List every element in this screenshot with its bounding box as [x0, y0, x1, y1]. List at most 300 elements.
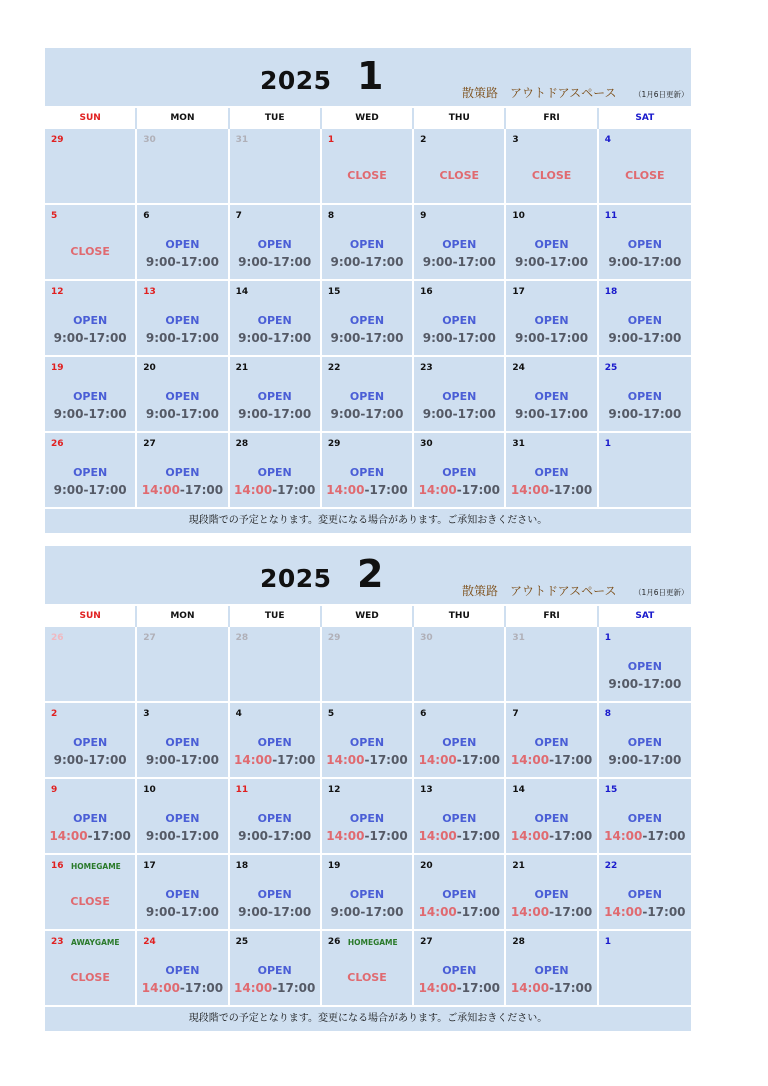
open-status: OPEN	[349, 812, 385, 825]
opening-hours	[45, 753, 135, 767]
opening-hours	[322, 407, 412, 421]
day-number: 22	[327, 363, 341, 373]
day-number: 8	[327, 211, 335, 221]
day-cell	[322, 281, 414, 357]
year-label: 2025	[260, 66, 332, 95]
open-status: OPEN	[73, 736, 108, 749]
day-cell	[506, 357, 598, 433]
day-number: 29	[51, 135, 64, 145]
day-cell	[322, 205, 414, 281]
hours-start: 14:00	[326, 829, 365, 843]
day-cell	[599, 205, 691, 281]
hours-start: 9:00	[145, 905, 176, 919]
hours-start: 9:00	[330, 331, 361, 345]
day-cell	[322, 931, 414, 1007]
open-status: OPEN	[257, 238, 292, 251]
weekday-mon: MON	[137, 606, 229, 627]
day-number: 30	[420, 633, 433, 643]
day-cell	[230, 433, 322, 509]
day-number: 13	[143, 287, 156, 297]
day-cell	[506, 433, 598, 509]
opening-hours	[322, 483, 412, 497]
hours-start: 9:00	[145, 753, 176, 767]
opening-hours	[506, 331, 596, 345]
hours-start: 9:00	[330, 407, 361, 421]
open-status: OPEN	[534, 964, 569, 977]
hours-end: -17:00	[638, 255, 682, 269]
close-status: CLOSE	[439, 169, 480, 182]
day-number: 2	[420, 135, 427, 145]
day-grid	[45, 627, 691, 1007]
opening-hours	[45, 483, 135, 497]
hours-end: -17:00	[544, 407, 589, 421]
hours-start: 9:00	[515, 331, 545, 345]
day-cell	[230, 129, 322, 205]
day-cell	[137, 129, 229, 205]
day-number: 22	[604, 861, 618, 871]
day-cell	[137, 433, 229, 509]
hours-start: 14:00	[141, 981, 180, 995]
day-number: 1	[604, 633, 611, 643]
opening-hours	[137, 981, 227, 995]
opening-hours	[230, 255, 320, 269]
opening-hours	[322, 331, 412, 345]
day-number: 10	[512, 211, 525, 221]
day-cell	[45, 931, 137, 1007]
day-number: 26	[327, 937, 341, 947]
day-cell	[414, 433, 506, 509]
open-status: OPEN	[257, 314, 292, 327]
weekday-tue: TUE	[230, 108, 322, 129]
open-status: OPEN	[627, 812, 662, 825]
day-cell	[414, 779, 506, 855]
day-cell	[230, 855, 322, 931]
hours-end: -17:00	[83, 753, 127, 767]
open-status: OPEN	[534, 466, 569, 479]
hours-start: 9:00	[53, 753, 84, 767]
open-status: OPEN	[534, 812, 569, 825]
day-cell	[506, 281, 598, 357]
open-status: OPEN	[627, 314, 662, 327]
day-cell	[414, 281, 506, 357]
day-cell	[322, 703, 414, 779]
day-number: 4	[604, 135, 611, 145]
day-number: 19	[51, 363, 64, 373]
day-cell	[137, 855, 229, 931]
open-status: OPEN	[349, 314, 385, 327]
day-number: 26	[51, 439, 64, 449]
hours-end: -17:00	[456, 829, 500, 843]
day-cell	[137, 281, 229, 357]
hours-end: -17:00	[638, 407, 682, 421]
hours-start: 9:00	[608, 331, 639, 345]
update-label: （1月6日更新）	[634, 90, 689, 99]
month-label: 2	[357, 552, 384, 596]
opening-hours	[506, 829, 596, 843]
opening-hours	[599, 829, 691, 843]
hours-end: -17:00	[272, 981, 316, 995]
hours-end: -17:00	[83, 483, 127, 497]
hours-start: 14:00	[510, 483, 550, 497]
open-status: OPEN	[627, 390, 662, 403]
hours-start: 9:00	[238, 407, 269, 421]
weekday-mon: MON	[137, 108, 229, 129]
day-cell	[322, 129, 414, 205]
opening-hours	[230, 753, 320, 767]
day-number: 29	[327, 633, 341, 643]
update-label: （1月6日更新）	[634, 588, 689, 597]
open-status: OPEN	[442, 390, 477, 403]
day-cell	[506, 627, 598, 703]
open-status: OPEN	[442, 466, 477, 479]
notice-footer: 現段階での予定となります。変更になる場合があります。ご承知おきください。	[45, 1007, 691, 1031]
hours-end: -17:00	[456, 905, 500, 919]
open-status: OPEN	[165, 390, 200, 403]
day-number: 24	[143, 937, 156, 947]
hours-start: 14:00	[326, 753, 365, 767]
hours-end: -17:00	[544, 331, 589, 345]
hours-start: 9:00	[238, 255, 269, 269]
opening-hours	[599, 255, 691, 269]
day-number: 30	[420, 439, 433, 449]
game-tag: AWAYGAME	[71, 938, 120, 947]
hours-end: -17:00	[549, 981, 593, 995]
open-status: OPEN	[442, 238, 477, 251]
open-status: OPEN	[165, 238, 200, 251]
day-cell	[506, 855, 598, 931]
hours-start: 9:00	[238, 829, 269, 843]
hours-start: 9:00	[330, 255, 361, 269]
open-status: OPEN	[627, 888, 662, 901]
weekday-wed: WED	[322, 108, 414, 129]
year-label: 2025	[260, 564, 332, 593]
day-number: 9	[420, 211, 427, 221]
hours-start: 9:00	[608, 407, 639, 421]
day-cell	[506, 703, 598, 779]
hours-end: -17:00	[638, 677, 682, 691]
hours-start: 14:00	[604, 905, 643, 919]
day-number: 2	[51, 709, 58, 719]
hours-end: -17:00	[452, 331, 496, 345]
hours-end: -17:00	[272, 753, 316, 767]
day-cell	[599, 129, 691, 205]
hours-start: 9:00	[330, 905, 361, 919]
day-number: 16	[420, 287, 433, 297]
day-number: 7	[512, 709, 519, 719]
day-cell	[137, 627, 229, 703]
hours-start: 14:00	[510, 829, 550, 843]
hours-end: -17:00	[642, 829, 686, 843]
hours-end: -17:00	[175, 829, 219, 843]
hours-start: 9:00	[608, 255, 639, 269]
hours-start: 14:00	[418, 905, 457, 919]
hours-end: -17:00	[456, 483, 500, 497]
opening-hours	[322, 829, 412, 843]
hours-end: -17:00	[642, 905, 686, 919]
day-cell	[45, 703, 137, 779]
day-cell	[45, 281, 137, 357]
open-status: OPEN	[257, 736, 292, 749]
opening-hours	[506, 753, 596, 767]
opening-hours	[506, 407, 596, 421]
day-cell	[322, 779, 414, 855]
open-status: OPEN	[257, 466, 292, 479]
opening-hours	[137, 753, 227, 767]
hours-start: 9:00	[145, 255, 176, 269]
day-number: 19	[327, 861, 341, 871]
day-number: 5	[327, 709, 335, 719]
day-cell	[414, 627, 506, 703]
day-cell	[45, 129, 137, 205]
hours-start: 14:00	[141, 483, 180, 497]
open-status: OPEN	[165, 314, 200, 327]
game-tag: HOMEGAME	[347, 938, 398, 947]
open-status: OPEN	[442, 812, 477, 825]
close-status: CLOSE	[70, 245, 110, 258]
open-status: OPEN	[349, 390, 385, 403]
day-number: 3	[143, 709, 150, 719]
close-status: CLOSE	[347, 169, 387, 182]
opening-hours	[414, 407, 504, 421]
notice-footer: 現段階での予定となります。変更になる場合があります。ご承知おきください。	[45, 509, 691, 533]
hours-end: -17:00	[175, 905, 219, 919]
day-number: 6	[420, 709, 427, 719]
day-number: 28	[235, 439, 249, 449]
hours-end: -17:00	[268, 829, 312, 843]
hours-start: 14:00	[49, 829, 88, 843]
open-status: OPEN	[257, 390, 292, 403]
day-cell	[45, 205, 137, 281]
hours-start: 14:00	[234, 753, 273, 767]
open-status: OPEN	[627, 238, 662, 251]
day-number: 21	[235, 363, 249, 373]
opening-hours	[506, 483, 596, 497]
day-cell	[230, 703, 322, 779]
close-status: CLOSE	[625, 169, 665, 182]
day-number: 4	[235, 709, 242, 719]
open-status: OPEN	[257, 964, 292, 977]
hours-end: -17:00	[268, 255, 312, 269]
opening-hours	[45, 331, 135, 345]
day-number: 27	[143, 633, 156, 643]
day-cell	[322, 357, 414, 433]
opening-hours	[414, 331, 504, 345]
day-number: 5	[51, 211, 58, 221]
open-status: OPEN	[534, 314, 569, 327]
open-status: OPEN	[534, 736, 569, 749]
open-status: OPEN	[165, 736, 200, 749]
opening-hours	[230, 981, 320, 995]
open-status: OPEN	[165, 466, 200, 479]
hours-end: -17:00	[360, 905, 404, 919]
hours-start: 14:00	[510, 981, 550, 995]
hours-end: -17:00	[179, 483, 224, 497]
opening-hours	[414, 981, 504, 995]
day-cell	[599, 627, 691, 703]
open-status: OPEN	[257, 812, 292, 825]
hours-end: -17:00	[456, 981, 500, 995]
day-number: 6	[143, 211, 150, 221]
opening-hours	[599, 905, 691, 919]
hours-start: 9:00	[53, 331, 84, 345]
day-cell	[414, 703, 506, 779]
open-status: OPEN	[73, 812, 108, 825]
hours-end: -17:00	[175, 753, 219, 767]
weekday-header	[45, 604, 691, 627]
hours-end: -17:00	[364, 753, 408, 767]
hours-end: -17:00	[360, 331, 404, 345]
day-cell	[599, 433, 691, 509]
opening-hours	[137, 905, 227, 919]
day-cell	[414, 931, 506, 1007]
open-status: OPEN	[165, 812, 200, 825]
hours-start: 9:00	[238, 905, 269, 919]
day-cell	[230, 357, 322, 433]
close-status: CLOSE	[531, 169, 572, 182]
day-number: 10	[143, 785, 156, 795]
day-number: 11	[235, 785, 249, 795]
day-cell	[230, 205, 322, 281]
close-status: CLOSE	[70, 895, 110, 908]
day-cell	[414, 357, 506, 433]
opening-hours	[137, 829, 227, 843]
hours-end: -17:00	[360, 407, 404, 421]
day-number: 25	[604, 363, 618, 373]
hours-start: 14:00	[326, 483, 365, 497]
day-cell	[230, 779, 322, 855]
day-cell	[45, 627, 137, 703]
weekday-sun: SUN	[45, 108, 137, 129]
day-cell	[230, 281, 322, 357]
open-status: OPEN	[534, 390, 569, 403]
day-grid	[45, 129, 691, 509]
hours-end: -17:00	[360, 255, 404, 269]
hours-end: -17:00	[452, 407, 496, 421]
day-cell	[45, 779, 137, 855]
opening-hours	[137, 331, 227, 345]
day-number: 27	[143, 439, 156, 449]
day-cell	[45, 855, 137, 931]
opening-hours	[599, 753, 691, 767]
opening-hours	[230, 407, 320, 421]
weekday-tue: TUE	[230, 606, 322, 627]
opening-hours	[230, 483, 320, 497]
opening-hours	[45, 407, 135, 421]
weekday-fri: FRI	[506, 108, 598, 129]
hours-end: -17:00	[175, 255, 219, 269]
day-number: 27	[420, 937, 433, 947]
day-number: 13	[420, 785, 433, 795]
hours-end: -17:00	[549, 829, 593, 843]
hours-start: 14:00	[234, 981, 273, 995]
open-status: OPEN	[257, 888, 292, 901]
opening-hours	[506, 905, 596, 919]
day-number: 8	[604, 709, 611, 719]
day-number: 25	[235, 937, 249, 947]
hours-start: 14:00	[418, 981, 457, 995]
game-tag: HOMEGAME	[71, 862, 121, 871]
opening-hours	[414, 753, 504, 767]
opening-hours	[322, 255, 412, 269]
day-number: 28	[512, 937, 525, 947]
hours-end: -17:00	[456, 753, 500, 767]
day-number: 14	[512, 785, 525, 795]
day-number: 18	[604, 287, 618, 297]
day-cell	[137, 779, 229, 855]
hours-end: -17:00	[452, 255, 496, 269]
day-number: 17	[512, 287, 525, 297]
hours-start: 9:00	[515, 255, 545, 269]
hours-end: -17:00	[638, 753, 682, 767]
hours-start: 14:00	[510, 905, 550, 919]
day-number: 1	[604, 937, 611, 947]
hours-start: 9:00	[608, 677, 639, 691]
day-cell	[414, 205, 506, 281]
calendar-february	[45, 546, 691, 1031]
day-number: 24	[512, 363, 525, 373]
hours-start: 9:00	[53, 483, 84, 497]
hours-start: 14:00	[604, 829, 643, 843]
hours-start: 14:00	[234, 483, 273, 497]
opening-hours	[322, 905, 412, 919]
day-cell	[414, 129, 506, 205]
day-number: 11	[604, 211, 618, 221]
day-number: 31	[235, 135, 249, 145]
hours-start: 9:00	[422, 407, 453, 421]
day-number: 20	[143, 363, 156, 373]
opening-hours	[599, 331, 691, 345]
hours-end: -17:00	[549, 483, 593, 497]
day-cell	[137, 931, 229, 1007]
day-number: 15	[604, 785, 618, 795]
weekday-fri: FRI	[506, 606, 598, 627]
hours-end: -17:00	[549, 905, 593, 919]
day-cell	[599, 855, 691, 931]
opening-hours	[414, 483, 504, 497]
day-number: 28	[235, 633, 249, 643]
hours-start: 9:00	[53, 407, 84, 421]
open-status: OPEN	[349, 466, 385, 479]
open-status: OPEN	[442, 314, 477, 327]
day-cell	[322, 627, 414, 703]
day-number: 17	[143, 861, 156, 871]
day-number: 31	[512, 633, 525, 643]
day-number: 29	[327, 439, 341, 449]
day-cell	[45, 433, 137, 509]
day-cell	[506, 779, 598, 855]
day-number: 12	[51, 287, 64, 297]
hours-start: 14:00	[418, 753, 457, 767]
day-cell	[506, 931, 598, 1007]
day-cell	[322, 433, 414, 509]
hours-start: 9:00	[145, 407, 176, 421]
place-label: 散策路 アウトドアスペース	[462, 86, 617, 100]
day-number: 7	[235, 211, 242, 221]
opening-hours	[599, 407, 691, 421]
opening-hours	[230, 331, 320, 345]
opening-hours	[506, 981, 596, 995]
day-cell	[414, 855, 506, 931]
weekday-thu: THU	[414, 108, 506, 129]
calendar-header	[45, 546, 691, 604]
hours-end: -17:00	[83, 407, 127, 421]
hours-end: -17:00	[364, 829, 408, 843]
weekday-thu: THU	[414, 606, 506, 627]
hours-start: 9:00	[422, 255, 453, 269]
day-number: 12	[327, 785, 341, 795]
day-number: 18	[235, 861, 249, 871]
weekday-wed: WED	[322, 606, 414, 627]
